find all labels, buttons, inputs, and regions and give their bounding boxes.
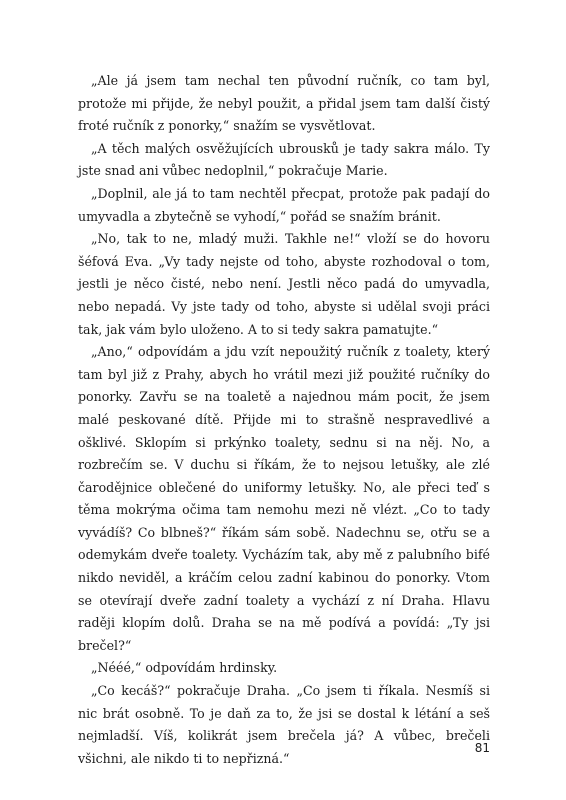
paragraph: „Ano,“ odpovídám a jdu vzít nepoužitý ručník z toalety, který tam byl již z Prahy, abych ho vrátil mezi již použité ručníky do ponorky. Zavřu se na toaletě a najednou mám pocit, že jsem malé peskované dítě. Přijde mi to strašně nespravedlivé a ošklivé. Sklopím si prkýnko toalety, sednu si na něj. No, a rozbrečím se. V duchu si říkám, že to nejsou letušky, ale zlé čarodějnice oblečené do uniformy letušky. No, ale přeci teď s těma mokrýma očima tam nemohu mezi ně vlézt. „Co to tady vyvádíš? Co blbneš?“ říkám sám sobě. Nadechnu se, otřu se a odemykám dveře toalety. Vycházím tak, aby mě z palubního bifé nikdo neviděl, a kráčím celou zadní kabinou do ponorky. Vtom se otevírají dveře zadní toalety a vychází z ní Draha. Hlavu raději klopím dolů. Draha se na mě podívá a povídá: „Ty jsi brečel?“	[78, 344, 490, 653]
paragraph: „Nééé,“ odpovídám hrdinsky.	[91, 660, 278, 676]
paragraph: „Doplnil, ale já to tam nechtěl přecpat, protože pak padají do umyvadla a zbytečně se vyhodí,“ pořád se snažím bránit.	[78, 185, 490, 224]
paragraph: „Ale já jsem tam nechal ten původní ručník, co tam byl, protože mi přijde, že nebyl použit, a přidal jsem tam další čistý froté ručník z ponorky,“ snažím se vysvětlovat.	[78, 73, 490, 134]
paragraph: „A těch malých osvěžujících ubrousků je tady sakra málo. Ty jste snad ani vůbec nedoplnil,“ pokračuje Marie.	[78, 140, 490, 179]
paragraph: „No, tak to ne, mladý muži. Takhle ne!“ vloží se do hovoru šéfová Eva. „Vy tady nejste od toho, abyste rozhodoval o tom, jestli je něco čisté, nebo není. Jestli něco padá do umyvadla, nebo nepadá. Vy jste tady od toho, abyste si udělal svoji práci tak, jak vám bylo uloženo. A to si tedy sakra pamatujte.“	[78, 231, 490, 337]
paragraph: „Co kecáš?“ pokračuje Draha. „Co jsem ti říkala. Nesmíš si nic brát osobně. To je daň za to, že jsi se dostal k létání a seš nejmladší. Víš, kolikrát jsem brečela já? A vůbec, brečeli všichni, ale nikdo ti to nepřizná.“	[78, 683, 490, 766]
body-text	[78, 70, 490, 770]
page-number: 81	[474, 741, 490, 755]
